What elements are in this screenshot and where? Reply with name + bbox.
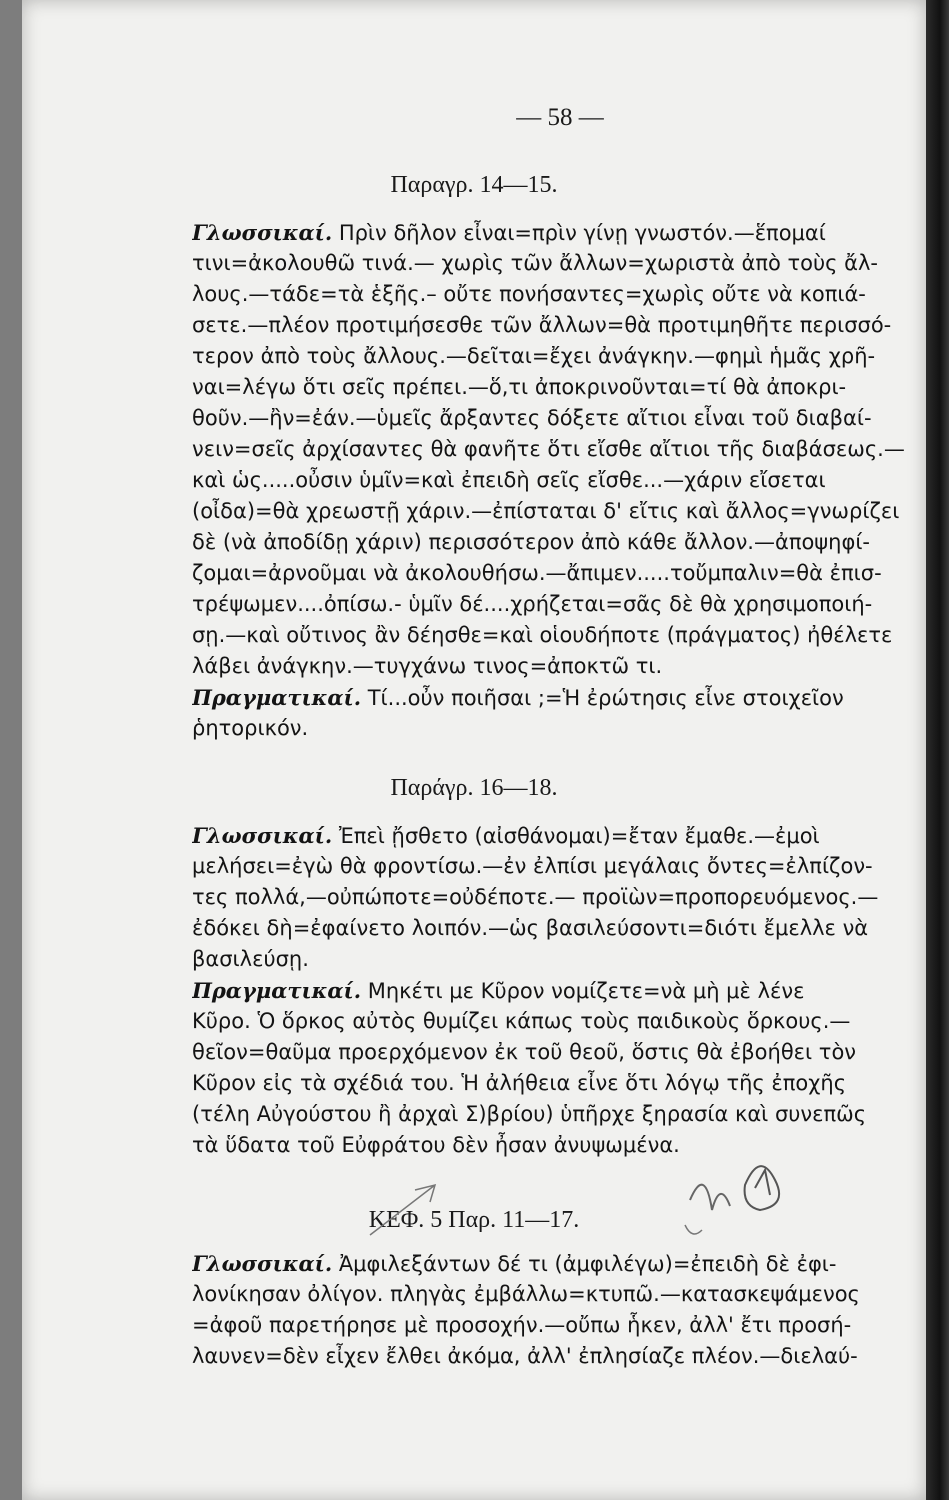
- text-line: τὰ ὕδατα τοῦ Εὐφράτου δὲν ἦσαν ἀνυψωμένα.: [192, 1133, 680, 1157]
- section-heading-2: Παράγρ. 16—18.: [390, 775, 558, 801]
- section-body-2: [192, 820, 908, 1161]
- text-line: Γλωσσικαί. Ἀμφιλεξάντων δέ τι (ἀμφιλέγω)=ἐπειδὴ δὲ ἐφι-: [192, 1251, 837, 1276]
- text-line: μελήσει=ἐγὼ θὰ φροντίσω.—ἐν ἐλπίσι μεγάλαις ὄντες=ἐλπίζον-: [192, 854, 873, 878]
- text-line: Πραγματικαί. Τί...οὖν ποιῆσαι ;=Ἡ ἐρώτησις εἶνε στοιχεῖον: [192, 685, 844, 710]
- section-label: Πραγματικαί.: [192, 978, 362, 1003]
- text-line: ῥητορικόν.: [192, 716, 309, 740]
- text-line: λαυνεν=δὲν εἶχεν ἔλθει ἀκόμα, ἀλλ' ἐπλησίαζε πλέον.—διελαύ-: [192, 1344, 858, 1368]
- section-body-3: [192, 1248, 908, 1372]
- section-body-1: [192, 217, 908, 744]
- text-line: λονίκησαν ὀλίγον. πληγὰς ἐμβάλλω=κτυπῶ.—κατασκεψάμενος: [192, 1282, 860, 1306]
- text-line: (τέλη Αὐγούστου ἢ ἀρχαὶ Σ)βρίου) ὑπῆρχε ξηρασία καὶ συνεπῶς: [192, 1102, 867, 1126]
- text-line: καὶ ὡς.....οὖσιν ὑμῖν=καὶ ἐπειδὴ σεῖς εἴσθε...—χάριν εἴσεται: [192, 468, 826, 492]
- section-label: Γλωσσικαί.: [192, 823, 333, 848]
- section-heading-1: Παραγρ. 14—15.: [390, 172, 558, 198]
- text-line: τινι=ἀκολουθῶ τινά.— χωρὶς τῶν ἄλλων=χωριστὰ ἀπὸ τοὺς ἄλ-: [192, 251, 878, 275]
- text-line: θεῖον=θαῦμα προερχόμενον ἐκ τοῦ θεοῦ, ὅστις θὰ ἐβοήθει τὸν: [192, 1040, 857, 1064]
- section-label: Γλωσσικαί.: [192, 1251, 333, 1276]
- text-line: ἐδόκει δὴ=ἐφαίνετο λοιπόν.—ὡς βασιλεύσοντι=διότι ἔμελλε νὰ: [192, 916, 869, 940]
- section-label: Πραγματικαί.: [192, 685, 362, 710]
- text-line: Κῦρον εἰς τὰ σχέδιά του. Ἡ ἀλήθεια εἶνε ὅτι λόγῳ τῆς ἐποχῆς: [192, 1071, 847, 1095]
- text-line: θοῦν.—ἢν=ἐάν.—ὑμεῖς ἄρξαντες δόξετε αἴτιοι εἶναι τοῦ διαβαί-: [192, 406, 872, 430]
- page-edge-shadow: [926, 0, 949, 1500]
- text-line: δὲ (νὰ ἀποδίδῃ χάριν) περισσότερον ἀπὸ κάθε ἄλλον.—ἀποψηφί-: [192, 530, 871, 554]
- text-line: σετε.—πλέον προτιμήσεσθε τῶν ἄλλων=θὰ προτιμηθῆτε περισσό-: [192, 313, 892, 337]
- text-line: τερον ἀπὸ τοὺς ἄλλους.—δεῖται=ἔχει ἀνάγκην.—φημὶ ἡμᾶς χρῆ-: [192, 344, 876, 368]
- text-line: Γλωσσικαί. Ἐπεὶ ᾔσθετο (αἰσθάνομαι)=ἔταν ἔμαθε.—ἐμοὶ: [192, 823, 820, 848]
- text-line: λους.—τάδε=τὰ ἑξῆς.– οὔτε πονήσαντες=χωρὶς οὔτε νὰ κοπιά-: [192, 282, 866, 306]
- text-line: τες πολλά,—οὐπώποτε=οὐδέποτε.— προϊὼν=προπορευόμενος.—: [192, 885, 879, 909]
- pencil-doodle: [360, 1140, 820, 1260]
- text-line: (οἶδα)=θὰ χρεωστῇ χάριν.—ἐπίσταται δ' εἴτις καὶ ἄλλος=γνωρίζει: [192, 499, 900, 523]
- text-line: Κῦρο. Ὁ ὅρκος αὐτὸς θυμίζει κάπως τοὺς παιδικοὺς ὅρκους.—: [192, 1009, 851, 1033]
- text-line: σῃ.—καὶ οὔτινος ἂν δέησθε=καὶ οἱουδήποτε (πράγματος) ἠθέλετε: [192, 623, 893, 647]
- page-number: — 58 —: [516, 104, 604, 131]
- section-label: Γλωσσικαί.: [192, 220, 333, 245]
- text-line: νειν=σεῖς ἀρχίσαντες θὰ φανῆτε ὅτι εἴσθε αἴτιοι τῆς διαβάσεως.—: [192, 437, 905, 461]
- section-heading-3: ΚΕΦ. 5 Παρ. 11—17.: [368, 1207, 580, 1233]
- text-line: λάβει ἀνάγκην.—τυγχάνω τινος=ἀποκτῶ τι.: [192, 654, 663, 678]
- text-line: Πραγματικαί. Μηκέτι με Κῦρον νομίζετε=νὰ μὴ μὲ λένε: [192, 978, 805, 1003]
- text-line: ζομαι=ἀρνοῦμαι νὰ ἀκολουθήσω.—ἄπιμεν.....τοὔμπαλιν=θὰ ἐπισ-: [192, 561, 882, 585]
- text-line: Γλωσσικαί. Πρὶν δῆλον εἶναι=πρὶν γίνῃ γνωστόν.—ἕπομαί: [192, 220, 826, 245]
- text-line: ναι=λέγω ὅτι σεῖς πρέπει.—ὅ,τι ἀποκρινοῦνται=τί θὰ ἀποκρι-: [192, 375, 847, 399]
- text-line: τρέψωμεν....ὀπίσω.- ὑμῖν δέ....χρήζεται=σᾶς δὲ θὰ χρησιμοποιή-: [192, 592, 873, 616]
- text-line: =ἀφοῦ παρετήρησε μὲ προσοχήν.—οὔπω ἧκεν, ἀλλ' ἔτι προσή-: [192, 1313, 852, 1337]
- text-line: βασιλεύσῃ.: [192, 947, 309, 971]
